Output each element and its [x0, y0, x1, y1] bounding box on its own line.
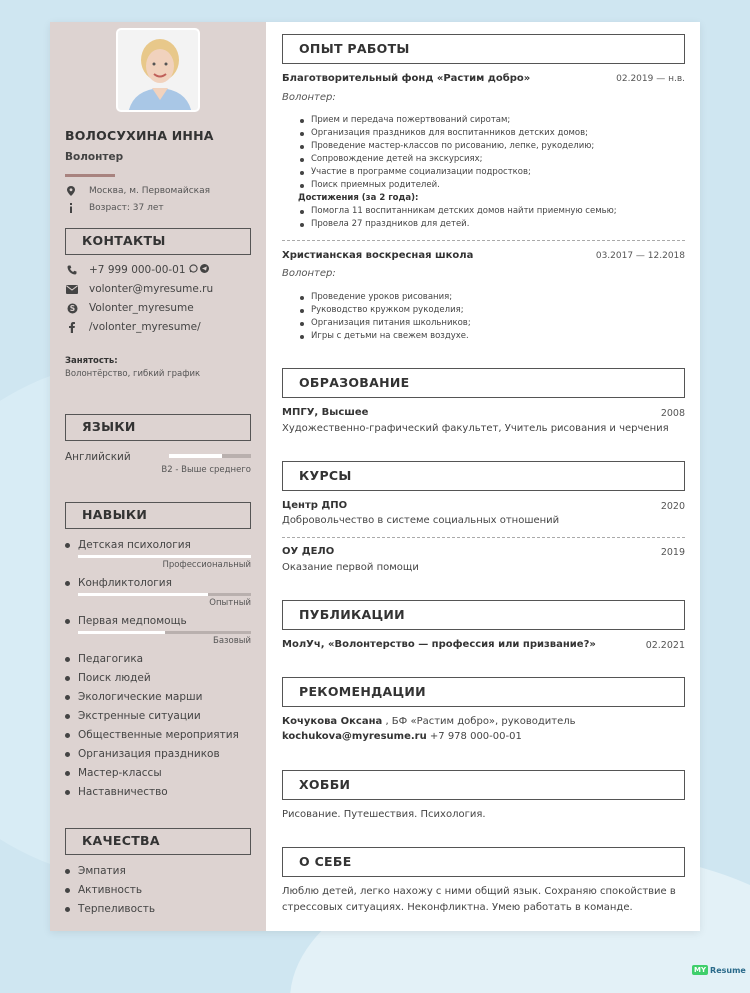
recommendation-line [282, 716, 576, 727]
quality-item [65, 903, 155, 915]
section-divider [282, 537, 685, 538]
skill-level-bar [78, 593, 251, 596]
quality-name: Эмпатия [78, 865, 126, 877]
publication-date: 02.2021 [645, 640, 685, 651]
bullet-dot [65, 657, 70, 662]
job-position: Волонтер [65, 151, 124, 163]
skill-item [65, 786, 168, 798]
resume-page [50, 22, 700, 931]
skill-name: Экологические марши [78, 691, 203, 703]
section-divider [282, 240, 685, 241]
age-row [65, 203, 164, 213]
skill-level-fill [78, 593, 208, 596]
skill-name: Наставничество [78, 786, 168, 798]
envelope-icon [65, 285, 79, 294]
course-desc: Добровольчество в системе социальных отношений [282, 515, 560, 526]
logo-badge: MY [694, 966, 707, 974]
logo-word: Resume [710, 965, 746, 975]
skype-text: Volonter_myresume [89, 302, 194, 314]
quality-item [65, 865, 126, 877]
skill-item [65, 767, 162, 779]
sidebar [50, 22, 266, 931]
education-heading: ОБРАЗОВАНИЕ [282, 368, 685, 398]
skype-icon [65, 303, 79, 314]
skill-item [65, 672, 151, 684]
list-item: Помогла 11 воспитанникам детских домов найти приемную семью; [300, 205, 617, 218]
skill-level-bar [78, 631, 251, 634]
bullet-dot [65, 907, 70, 912]
phone-row[interactable] [65, 264, 209, 276]
skill-name: Поиск людей [78, 672, 151, 684]
job-duties-list [300, 291, 471, 343]
job-org: Благотворительный фонд «Растим добро» [282, 73, 531, 84]
bullet-dot [65, 695, 70, 700]
telegram-icon [200, 264, 209, 276]
languages-heading: ЯЗЫКИ [65, 414, 251, 441]
language-level-bar [169, 454, 251, 458]
courses-heading: КУРСЫ [282, 461, 685, 491]
svg-text:S: S [69, 303, 75, 313]
education-desc: Художественно-графический факультет, Учитель рисования и черчения [282, 423, 669, 434]
bullet-dot [65, 888, 70, 893]
skill-item [65, 729, 239, 741]
about-text: Люблю детей, легко нахожу с ними общий язык. Сохраняю спокойствие в стрессовых ситуациях. Неконфликтна. Умею работать в команде. [282, 886, 676, 913]
list-item: Поиск приемных родителей. [300, 179, 617, 192]
employment-value: Волонтёрство, гибкий график [65, 369, 201, 379]
bullet-dot [65, 771, 70, 776]
recommender-name: Кочукова Оксана [282, 716, 383, 727]
list-item: Провела 27 праздников для детей. [300, 218, 617, 231]
skill-name: Детская психология [78, 539, 191, 551]
recommender-phone: +7 978 000-00-01 [426, 731, 522, 742]
phone-text: +7 999 000-00-01 [89, 264, 186, 276]
info-icon [65, 203, 77, 213]
skill-name: Первая медпомощь [78, 615, 187, 627]
bullet-dot [65, 790, 70, 795]
quality-item [65, 884, 142, 896]
publication-title: МолУч, «Волонтерство — профессия или призвание?» [282, 639, 596, 650]
email-row[interactable] [65, 283, 213, 295]
bullet-dot [65, 714, 70, 719]
bullet-dot [65, 676, 70, 681]
list-item: Проведение уроков рисования; [300, 291, 471, 304]
facebook-icon [65, 322, 79, 333]
qualities-heading: КАЧЕСТВА [65, 828, 251, 855]
facebook-text: /volonter_myresume/ [89, 321, 201, 333]
age-text: Возраст: 37 лет [89, 203, 164, 213]
facebook-row[interactable] [65, 321, 201, 333]
contacts-heading: КОНТАКТЫ [65, 228, 251, 255]
job-role: Волонтер: [282, 268, 336, 279]
profile-photo [116, 28, 200, 112]
course-org: Центр ДПО [282, 500, 348, 511]
skype-row[interactable] [65, 302, 194, 314]
education-year: 2008 [660, 408, 685, 419]
skill-name: Конфликтология [78, 577, 172, 589]
accent-divider [65, 174, 115, 177]
whatsapp-icon [189, 264, 198, 276]
bullet-dot [65, 581, 70, 586]
language-level-text: B2 - Выше среднего [161, 465, 251, 475]
myresume-logo [692, 965, 746, 975]
skill-level-bar [78, 555, 251, 558]
education-school: МПГУ, Высшее [282, 407, 369, 418]
bullet-dot [65, 869, 70, 874]
skills-heading: НАВЫКИ [65, 502, 251, 529]
skill-name: Мастер-классы [78, 767, 162, 779]
phone-icon [65, 265, 79, 275]
job-duties-list [300, 114, 617, 231]
bullet-dot [65, 733, 70, 738]
location-text: Москва, м. Первомайская [89, 186, 211, 196]
recommendations-heading: РЕКОМЕНДАЦИИ [282, 677, 685, 707]
about-heading: О СЕБЕ [282, 847, 685, 877]
language-name: Английский [65, 451, 131, 463]
skill-item [65, 710, 201, 722]
publications-heading: ПУБЛИКАЦИИ [282, 600, 685, 630]
skill-level-text: Профессиональный [162, 560, 251, 570]
hobbies-heading: ХОББИ [282, 770, 685, 800]
language-level-fill [169, 454, 222, 458]
skill-item [65, 691, 202, 703]
course-desc: Оказание первой помощи [282, 562, 419, 573]
location-row [65, 186, 210, 196]
skill-item [65, 615, 187, 627]
list-item: Участие в программе социализации подростков; [300, 166, 617, 179]
skill-item [65, 577, 172, 589]
quality-name: Терпеливость [78, 903, 156, 915]
recommender-email[interactable]: kochukova@myresume.ru [282, 731, 427, 742]
list-item: Проведение мастер-классов по рисованию, лепке, рукоделию; [300, 140, 617, 153]
skill-name: Общественные мероприятия [78, 729, 239, 741]
skill-name: Экстренные ситуации [78, 710, 201, 722]
employment-label: Занятость: [65, 356, 118, 366]
job-org: Христианская воскресная школа [282, 250, 474, 261]
skill-item [65, 653, 143, 665]
list-item: Организация праздников для воспитанников детских домов; [300, 127, 617, 140]
course-year: 2020 [660, 501, 685, 512]
recommender-detail: , БФ «Растим добро», руководитель [382, 716, 576, 727]
course-year: 2019 [660, 547, 685, 558]
skill-name: Педагогика [78, 653, 144, 665]
recommendation-contact [282, 731, 522, 742]
skill-level-text: Базовый [212, 636, 251, 646]
job-role: Волонтер: [282, 92, 336, 103]
skill-item [65, 748, 220, 760]
job-dates: 02.2019 — н.в. [616, 74, 685, 84]
list-item: Игры с детьми на свежем воздухе. [300, 330, 471, 343]
achievements-label: Достижения (за 2 года): [298, 193, 419, 203]
list-item: Руководство кружком рукоделия; [300, 304, 471, 317]
list-item: Организация питания школьников; [300, 317, 471, 330]
email-text: volonter@myresume.ru [89, 283, 214, 295]
list-item: Сопровождение детей на экскурсиях; [300, 153, 617, 166]
course-org: ОУ ДЕЛО [282, 546, 335, 557]
experience-heading: ОПЫТ РАБОТЫ [282, 34, 685, 64]
job-dates: 03.2017 — 12.2018 [595, 251, 685, 261]
skill-level-text: Опытный [209, 598, 251, 608]
skill-level-fill [78, 631, 165, 634]
bullet-dot [65, 752, 70, 757]
location-pin-icon [65, 186, 77, 196]
hobbies-text: Рисование. Путешествия. Психология. [282, 809, 486, 820]
skill-level-fill [78, 555, 251, 558]
person-name: ВОЛОСУХИНА ИННА [65, 128, 214, 143]
bullet-dot [65, 619, 70, 624]
bullet-dot [65, 543, 70, 548]
skill-item [65, 539, 191, 551]
list-item: Прием и передача пожертвований сиротам; [300, 114, 617, 127]
skill-name: Организация праздников [78, 748, 220, 760]
quality-name: Активность [78, 884, 143, 896]
